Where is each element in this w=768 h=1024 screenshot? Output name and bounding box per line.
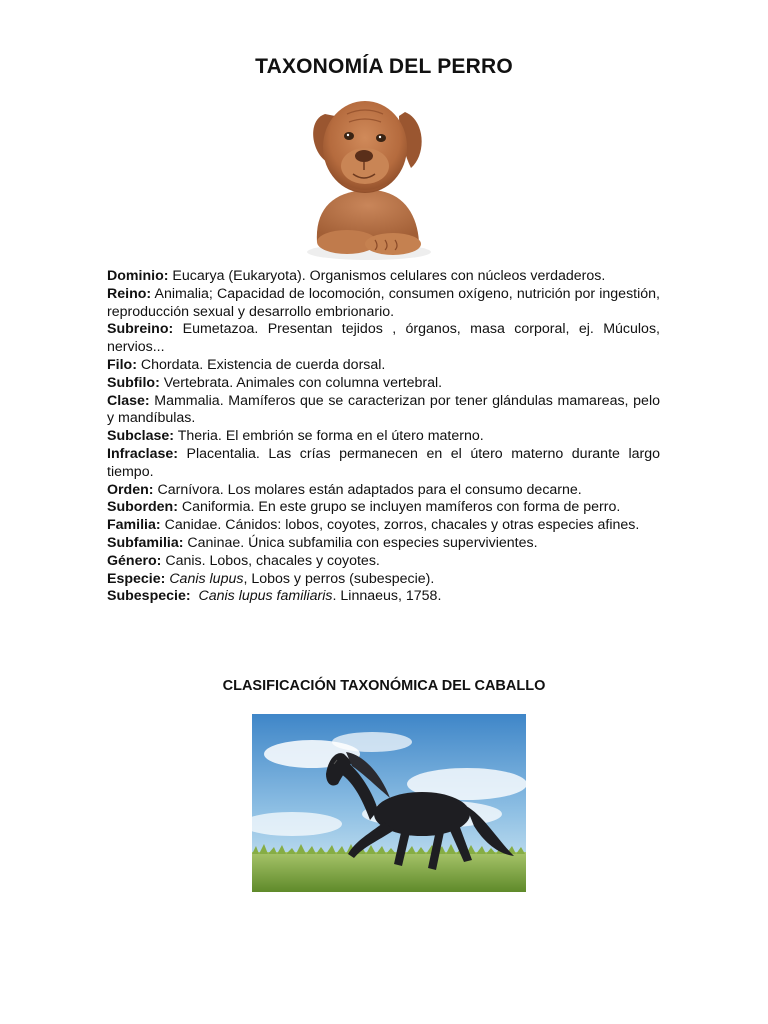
entry-label: Filo: <box>107 356 137 373</box>
entry-text: , Lobos y perros (subespecie). <box>243 570 435 587</box>
taxonomy-entry-infraclase <box>107 446 660 482</box>
taxonomy-entry-especie <box>107 571 660 589</box>
entry-text: Animalia; Capacidad de locomoción, consumen oxígeno, nutrición por ingestión, reproducción sexual y desarrollo embrionario. <box>107 285 660 320</box>
entry-text: Eumetazoa. Presentan tejidos , órganos, masa corporal, ej. Múculos, nervios... <box>107 321 660 356</box>
horse-photo <box>252 714 526 892</box>
entry-label: Subfamilia: <box>107 534 184 551</box>
page-title: TAXONOMÍA DEL PERRO <box>255 55 513 78</box>
entry-text: Theria. El embrión se forma en el útero materno. <box>174 428 484 445</box>
taxonomy-entry-familia <box>107 517 660 535</box>
taxonomy-entry-orden <box>107 482 660 500</box>
taxonomy-entry-reino <box>107 286 660 322</box>
entry-label: Reino: <box>107 285 152 302</box>
puppy-photo <box>277 92 457 262</box>
taxonomy-entry-subfamilia <box>107 535 660 553</box>
entry-text: Carnívora. Los molares están adaptados para el consumo decarne. <box>153 481 582 498</box>
entry-text: Eucarya (Eukaryota). Organismos celulares con núcleos verdaderos. <box>168 268 606 284</box>
entry-label: Subclase: <box>107 428 175 445</box>
entry-label: Familia: <box>107 517 161 534</box>
entry-text: Caniformia. En este grupo se incluyen mamíferos con forma de perro. <box>177 499 621 516</box>
taxonomy-entry-clase <box>107 393 660 429</box>
entry-text: Chordata. Existencia de cuerda dorsal. <box>136 356 386 373</box>
entry-text: Caninae. Única subfamilia con especies supervivientes. <box>183 534 538 551</box>
entry-label: Clase: <box>107 392 150 409</box>
entry-text: Canis. Lobos, chacales y coyotes. <box>161 552 380 569</box>
entry-label: Orden: <box>107 481 154 498</box>
entry-label: Especie: <box>107 570 166 587</box>
entry-text: Canidae. Cánidos: lobos, coyotes, zorros, chacales y otras especies afines. <box>160 517 640 534</box>
entry-label: Subfilo: <box>107 374 160 391</box>
entry-text: . Linnaeus, 1758. <box>332 588 442 605</box>
section-subtitle: CLASIFICACIÓN TAXONÓMICA DEL CABALLO <box>222 678 546 694</box>
entry-label: Subespecie: <box>107 588 191 605</box>
entry-label: Infraclase: <box>107 445 178 462</box>
entry-label: Dominio: <box>107 268 169 284</box>
taxonomy-entry-subreino <box>107 321 660 357</box>
taxonomy-entry-genero <box>107 553 660 571</box>
species-name: Canis lupus <box>169 570 244 587</box>
taxonomy-entry-subfilo <box>107 375 660 393</box>
subspecies-name: Canis lupus familiaris <box>198 588 333 605</box>
entry-text: Placentalia. Las crías permanecen en el útero materno durante largo tiempo. <box>107 445 660 480</box>
taxonomy-entry-subespecie <box>107 588 660 606</box>
entry-label: Suborden: <box>107 499 178 516</box>
taxonomy-entry-filo <box>107 357 660 375</box>
taxonomy-entry-suborden <box>107 499 660 517</box>
entry-label: Subreino: <box>107 321 174 338</box>
entry-text: Vertebrata. Animales con columna vertebral. <box>159 374 443 391</box>
taxonomy-list <box>107 268 660 606</box>
taxonomy-entry-dominio <box>107 268 660 286</box>
taxonomy-entry-subclase <box>107 428 660 446</box>
entry-text: Mammalia. Mamíferos que se caracterizan por tener glándulas mamareas, pelo y mandíbulas. <box>107 392 660 427</box>
entry-label: Género: <box>107 552 162 569</box>
